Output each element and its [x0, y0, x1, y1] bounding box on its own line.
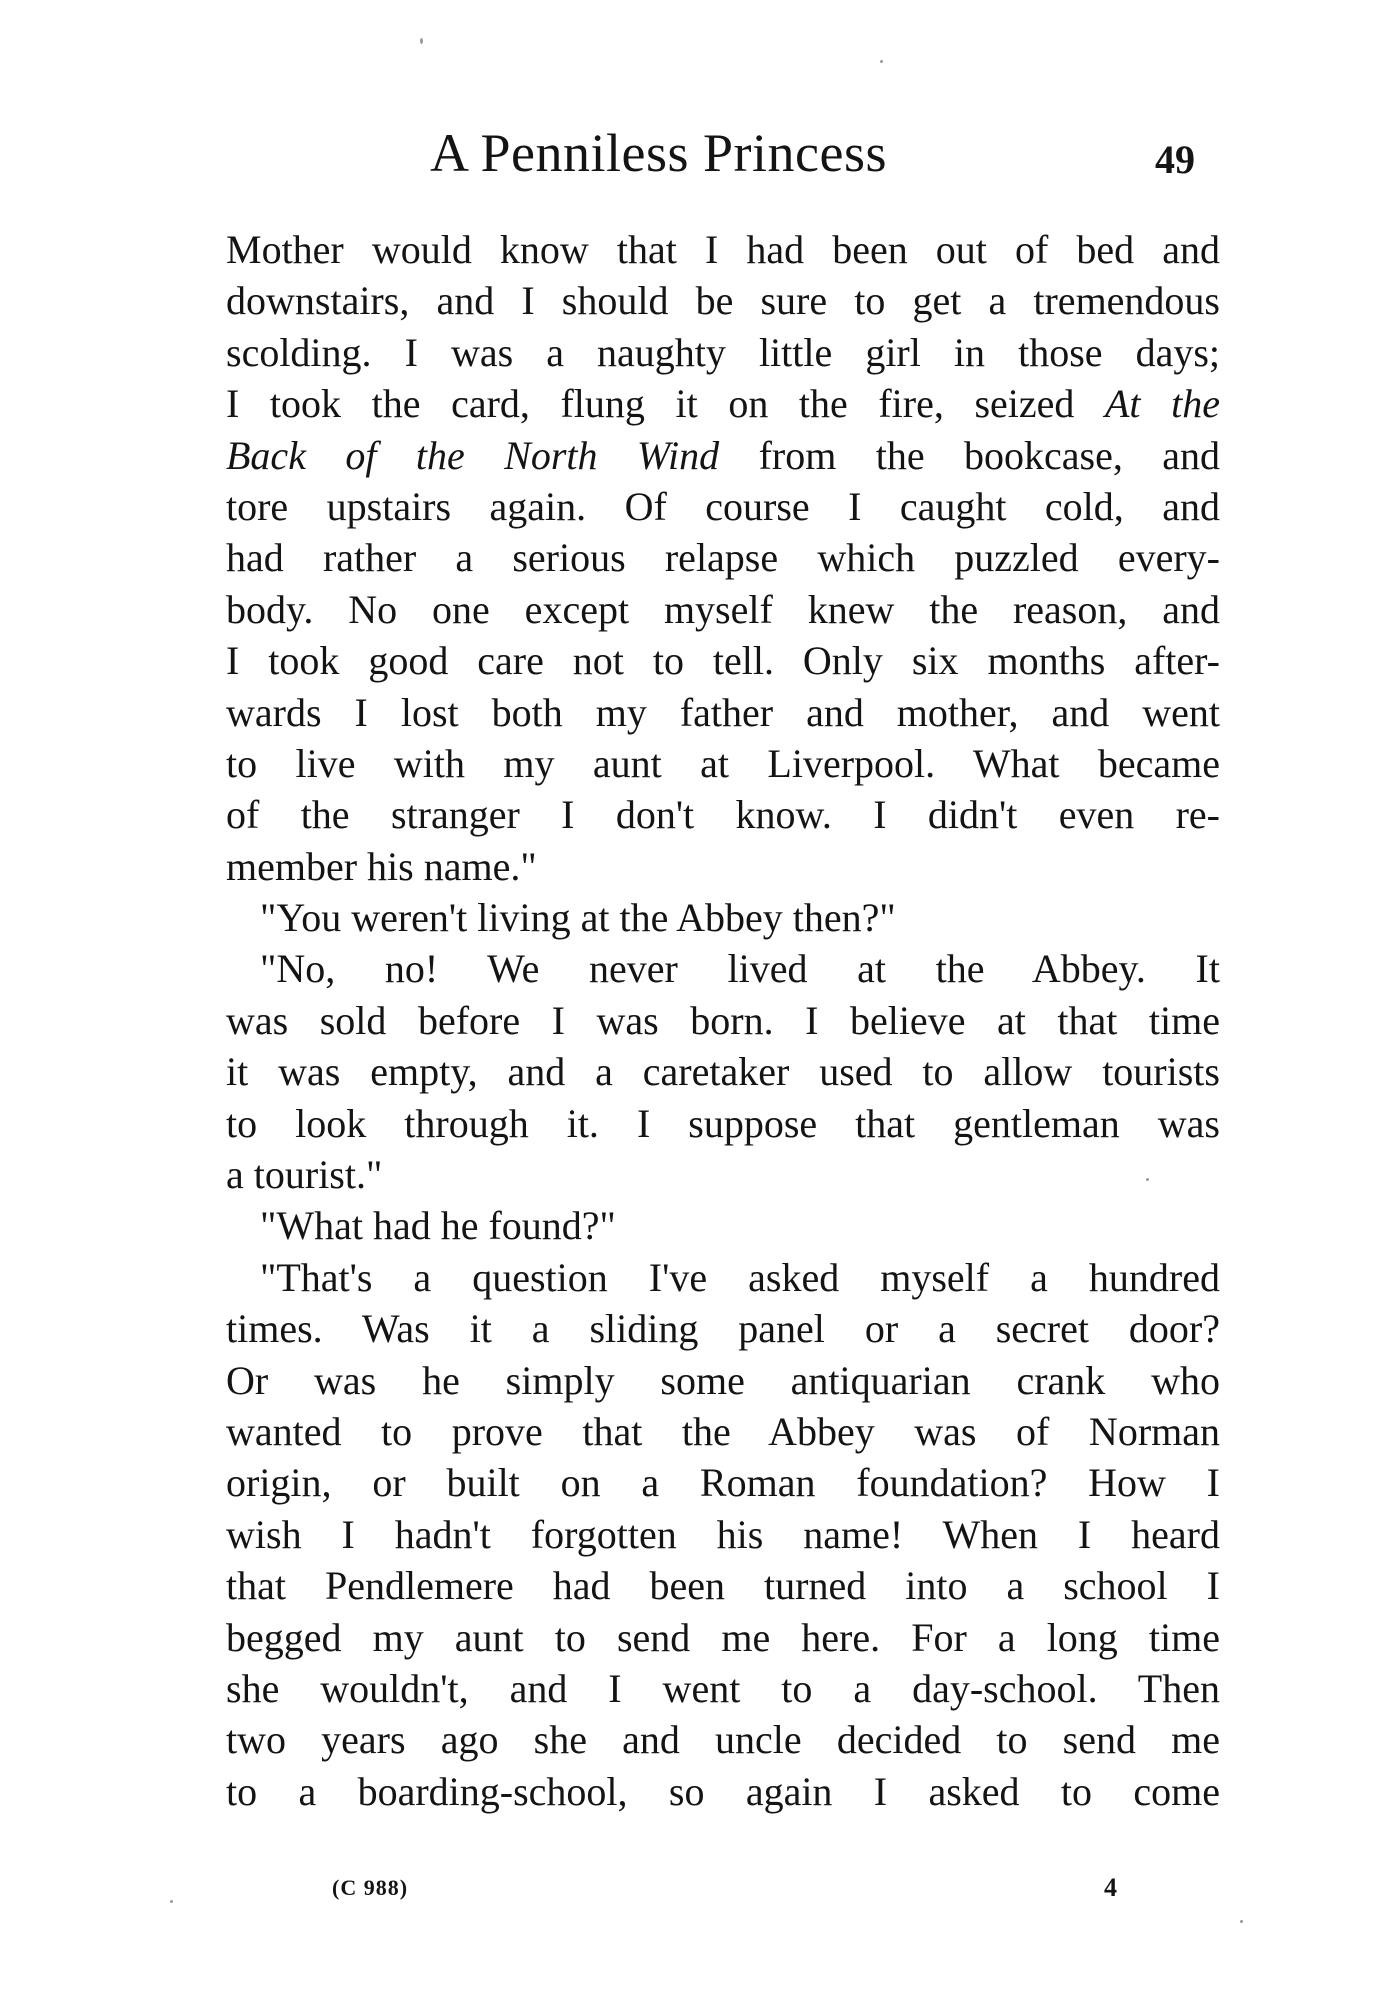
running-title: A Penniless Princess	[430, 123, 888, 183]
text-line-9: I took good care not to tell. Only six months after-	[226, 638, 1220, 684]
text-line-14: "You weren't living at the Abbey then?"	[260, 895, 896, 941]
text-line-13: member his name."	[226, 843, 537, 889]
page-footer	[0, 1868, 1389, 1908]
paper-speck	[420, 38, 423, 44]
text-line-5	[226, 430, 1220, 481]
text-line-5-roman: from the bookcase, and	[719, 432, 1220, 478]
page-header	[0, 118, 1389, 188]
text-line-7: had rather a serious relapse which puzzled every-	[226, 535, 1220, 581]
paper-speck	[170, 1900, 173, 1903]
book-title-part-1: At the	[1105, 381, 1221, 427]
book-title-part-2: Back of the North Wind	[226, 432, 720, 478]
text-line-6: tore upstairs again. Of course I caught cold, and	[226, 483, 1220, 529]
text-line-28: begged my aunt to send me here. For a long time	[226, 1614, 1220, 1660]
text-line-4	[226, 378, 1220, 429]
text-line-19: a tourist."	[226, 1152, 383, 1198]
text-line-21: "That's a question I've asked myself a hundred	[260, 1254, 1220, 1300]
text-line-16: was sold before I was born. I believe at that time	[226, 997, 1220, 1043]
text-line-23: Or was he simply some antiquarian crank who	[226, 1357, 1220, 1403]
text-line-2: downstairs, and I should be sure to get a tremendous	[226, 278, 1220, 324]
signature-number: 4	[1104, 1873, 1117, 1902]
text-line-27: that Pendlemere had been turned into a school I	[226, 1563, 1220, 1609]
page-number: 49	[1155, 137, 1195, 182]
text-line-4-roman: I took the card, flung it on the fire, seized	[226, 381, 1105, 427]
text-line-25: origin, or built on a Roman foundation? How I	[226, 1460, 1220, 1506]
text-line-1: Mother would know that I had been out of bed and	[226, 227, 1220, 272]
text-line-12: of the stranger I don't know. I didn't even re-	[226, 792, 1220, 838]
text-line-3: scolding. I was a naughty little girl in those days;	[226, 329, 1220, 375]
text-line-30: two years ago she and uncle decided to send me	[226, 1717, 1220, 1763]
text-line-18: to look through it. I suppose that gentleman was	[226, 1100, 1220, 1146]
text-line-8: body. No one except myself knew the reason, and	[226, 586, 1220, 632]
text-line-26: wish I hadn't forgotten his name! When I heard	[226, 1511, 1220, 1557]
text-line-11: to live with my aunt at Liverpool. What became	[226, 740, 1220, 786]
paper-speck	[1146, 1178, 1149, 1181]
body-text	[226, 224, 1220, 1817]
paper-speck	[1240, 1920, 1243, 1923]
text-line-31: to a boarding-school, so again I asked to come	[226, 1768, 1220, 1814]
text-line-29: she wouldn't, and I went to a day-school. Then	[226, 1665, 1220, 1711]
printer-signature-mark: (C 988)	[332, 1875, 409, 1900]
text-line-10: wards I lost both my father and mother, and went	[226, 689, 1220, 735]
paper-speck	[880, 60, 883, 63]
text-line-15: "No, no! We never lived at the Abbey. It	[260, 946, 1220, 992]
text-line-22: times. Was it a sliding panel or a secret door?	[226, 1306, 1220, 1352]
text-line-24: wanted to prove that the Abbey was of Norman	[226, 1408, 1220, 1454]
text-line-17: it was empty, and a caretaker used to allow tourists	[226, 1049, 1220, 1095]
text-line-20: "What had he found?"	[260, 1203, 616, 1249]
